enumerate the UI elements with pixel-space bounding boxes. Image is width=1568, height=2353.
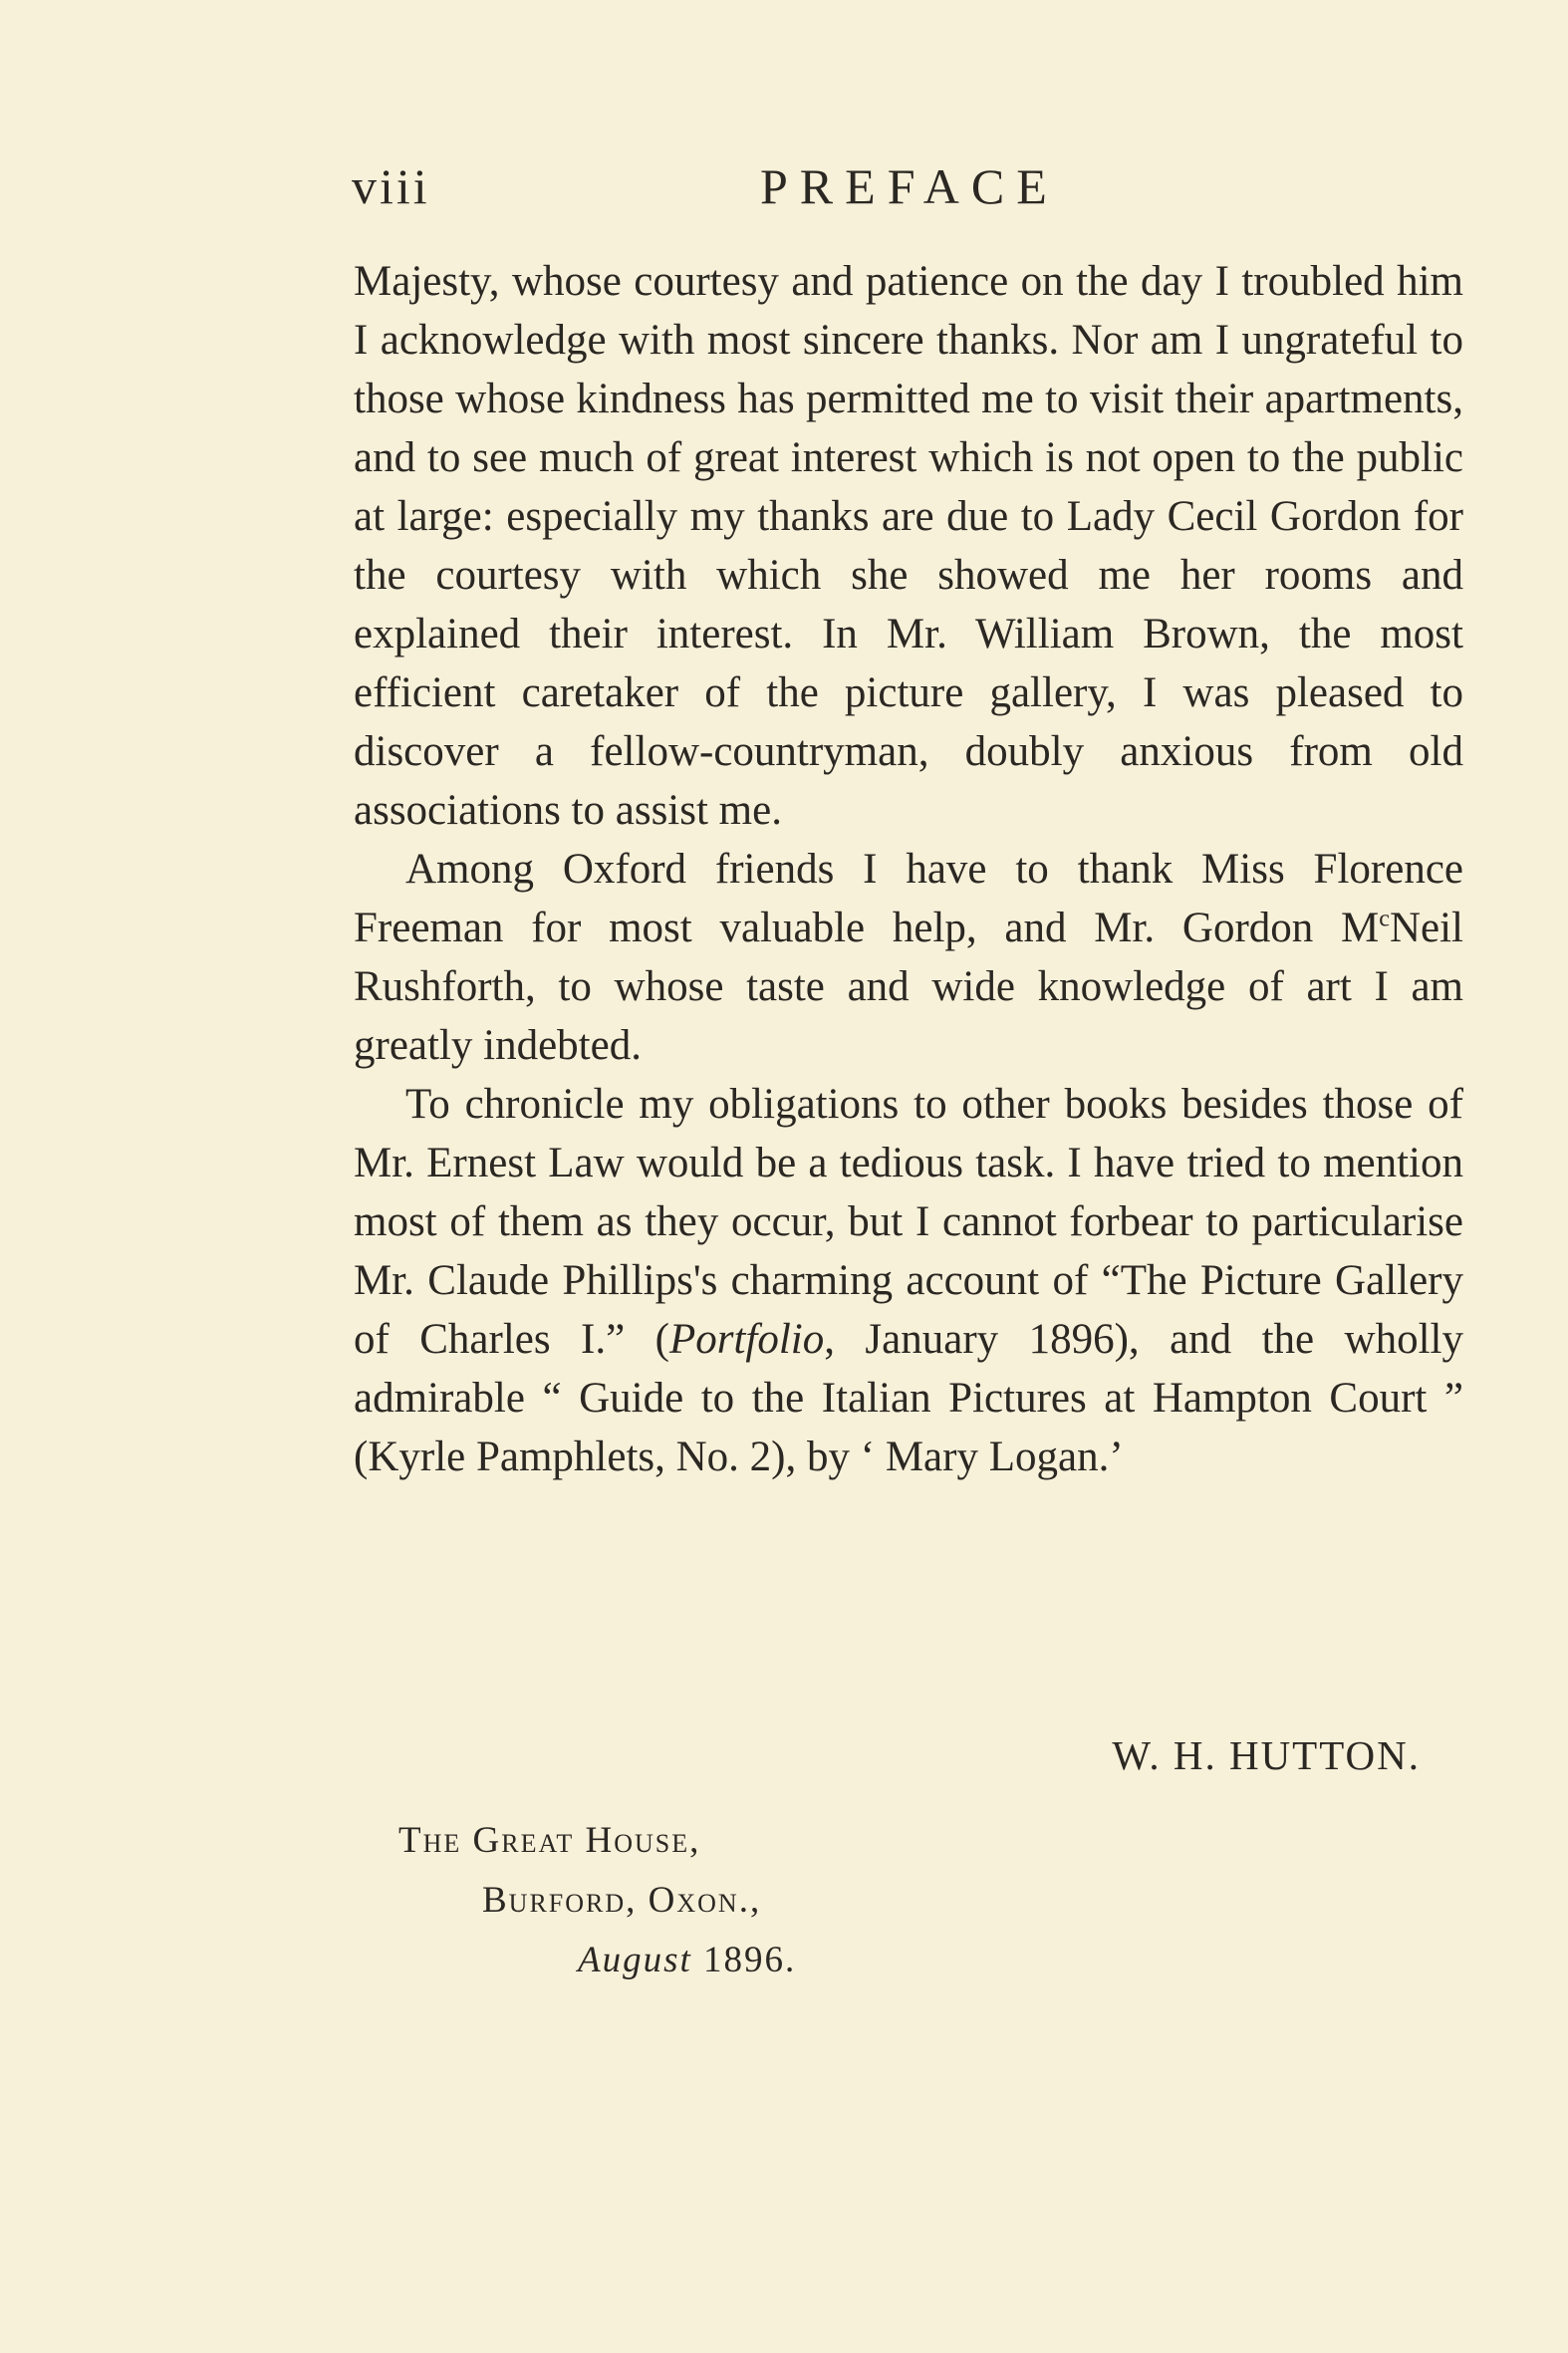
paragraph-2-text-b: Neil Rushforth, to whose taste and wide knowledge of art I am greatly indebted. bbox=[354, 905, 1463, 1069]
page-number: viii bbox=[352, 158, 430, 214]
address-line-2: Burford, Oxon., bbox=[482, 1880, 762, 1921]
superscript-c: c bbox=[1379, 906, 1390, 932]
address-block bbox=[398, 1811, 796, 1990]
running-header bbox=[352, 157, 1462, 227]
paragraph-2 bbox=[354, 840, 1463, 1075]
paragraph-3-text-b: , January 1896), and the wholly admirable “ Guide to the Italian Pictures at Hampton Court ” (Kyrle Pamphlets, No. 2), by ‘ Mary Logan.’ bbox=[354, 1316, 1463, 1480]
paragraph-3 bbox=[354, 1075, 1463, 1486]
address-date bbox=[398, 1931, 796, 1990]
paragraph-3-text-a: To chronicle my obligations to other books besides those of Mr. Ernest Law would be a tedious task. I have tried to mention most of them as they occur, but I cannot forbear to particularise Mr. Claude Phillips's charming account of “The Picture Gallery of Charles I.” ( bbox=[354, 1081, 1463, 1363]
author-signature: W. H. HUTTON. bbox=[1112, 1732, 1421, 1778]
paragraph-1: Majesty, whose courtesy and patience on the day I troubled him I acknowledge with most sincere thanks. Nor am I ungrateful to those whose kindness has permitted me to visit their apartments, and to see much of great interest which is not open to the public at large: especially my thanks are due to Lady Cecil Gordon for the courtesy with which she showed me her rooms and explained their interest. In Mr. William Brown, the most efficient caretaker of the picture gallery, I was pleased to discover a fellow-countryman, doubly anxious from old associations to assist me. bbox=[354, 258, 1463, 834]
address-month: August bbox=[578, 1940, 692, 1980]
running-title: PREFACE bbox=[760, 158, 1059, 214]
preface-body bbox=[354, 252, 1463, 1486]
portfolio-title: Portfolio bbox=[668, 1316, 825, 1363]
address-year: 1896. bbox=[703, 1940, 797, 1980]
paragraph-2-text-a: Among Oxford friends I have to thank Miss Florence Freeman for most valuable help, and Mr. Gordon M bbox=[354, 846, 1463, 951]
address-line-1: The Great House, bbox=[398, 1820, 701, 1861]
